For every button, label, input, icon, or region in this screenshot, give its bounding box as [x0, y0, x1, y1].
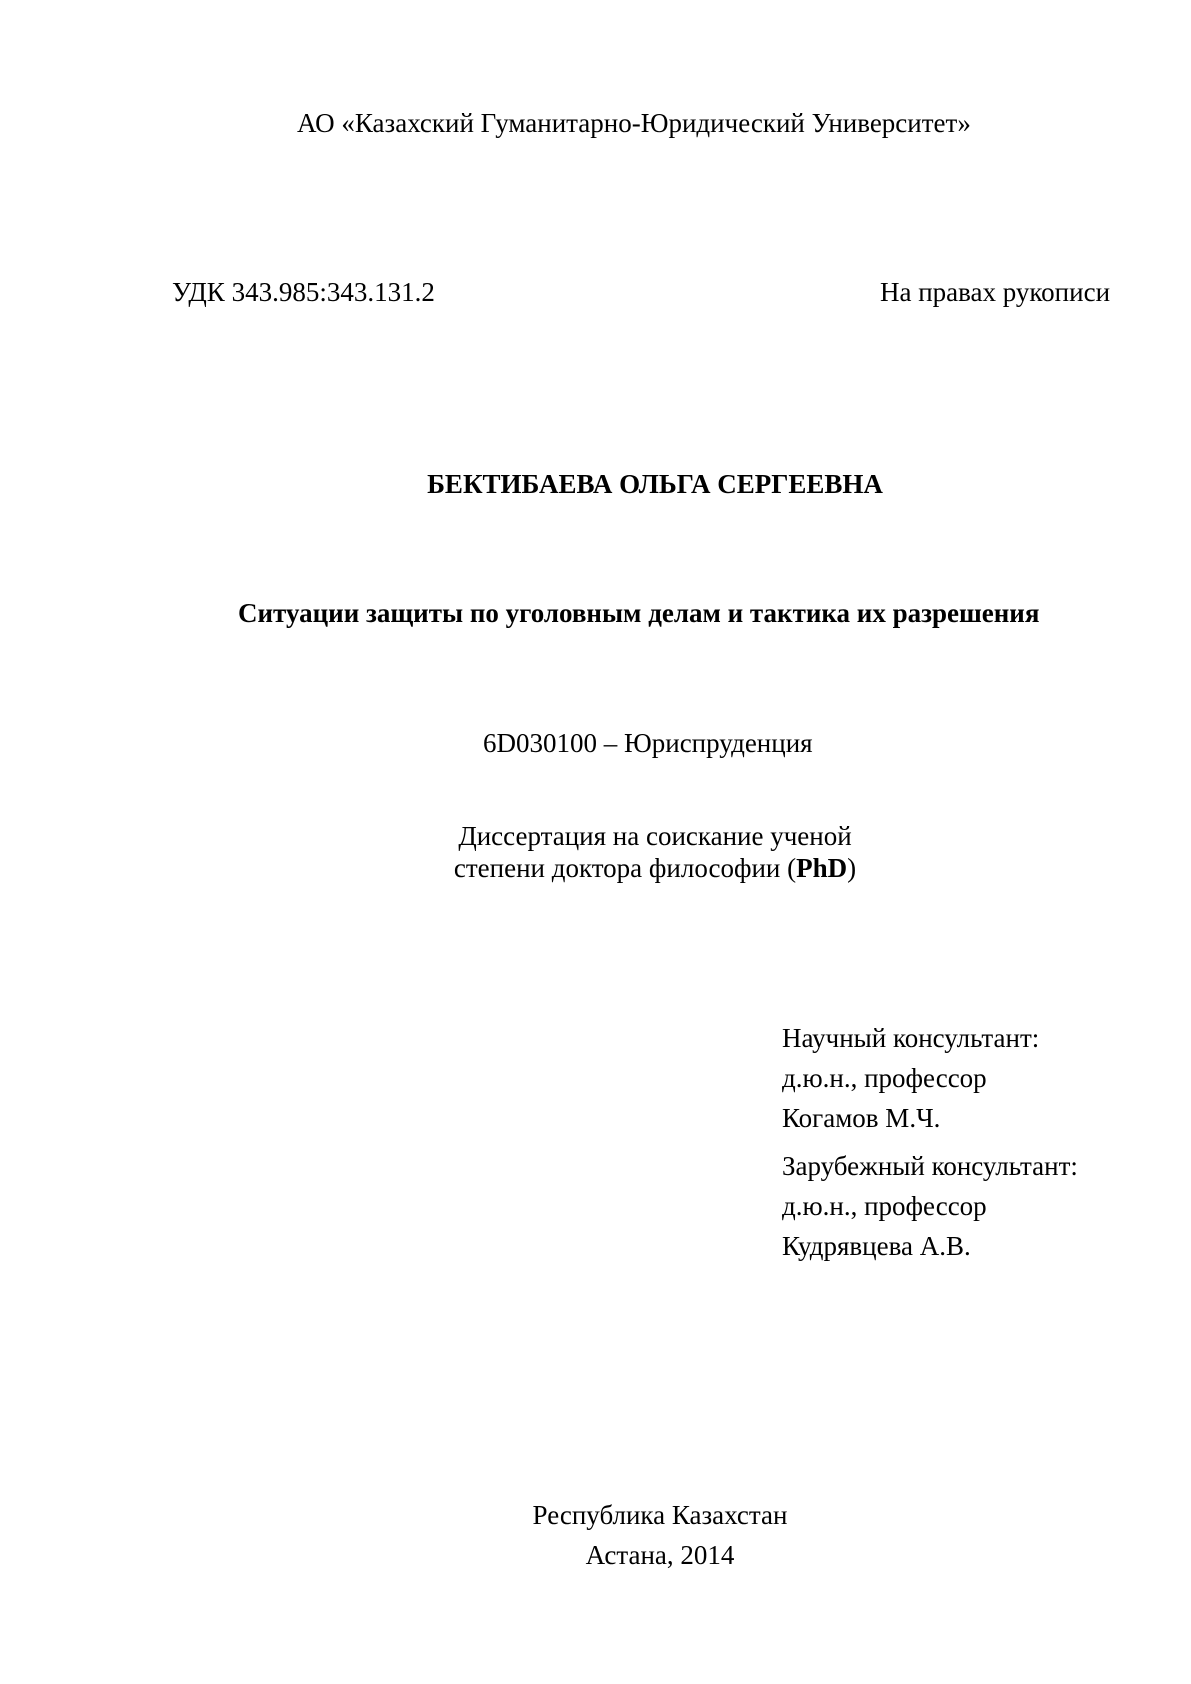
foreign-consultant-degree: д.ю.н., профессор	[782, 1191, 987, 1221]
footer-city-year: Астана, 2014	[585, 1540, 735, 1570]
degree-phd: PhD	[796, 853, 848, 884]
rights-note: На правах рукописи	[880, 277, 1111, 307]
degree-line-2-prefix: степени доктора философии (	[453, 853, 797, 884]
degree-line-2	[380, 852, 930, 884]
scientific-consultant	[782, 1018, 1039, 1138]
footer	[420, 1495, 900, 1575]
dissertation-title: Ситуации защиты по уголовным делам и тактика их разрешения	[238, 598, 1040, 628]
udk-code: УДК 343.985:343.131.2	[172, 277, 435, 307]
scientific-consultant-label: Научный консультант:	[782, 1023, 1040, 1053]
scientific-consultant-degree: д.ю.н., профессор	[782, 1063, 987, 1093]
degree-line-1: Диссертация на соискание ученой	[458, 821, 852, 851]
foreign-consultant-name: Кудрявцева А.В.	[782, 1231, 971, 1261]
degree-statement	[380, 820, 930, 885]
specialty-code: 6D030100 – Юриспруденция	[483, 728, 813, 758]
author-name: БЕКТИБАЕВА ОЛЬГА СЕРГЕЕВНА	[427, 469, 883, 499]
scientific-consultant-name: Когамов М.Ч.	[782, 1103, 941, 1133]
foreign-consultant-label: Зарубежный консультант:	[782, 1151, 1078, 1181]
degree-line-2-suffix: )	[847, 853, 857, 884]
footer-country: Республика Казахстан	[532, 1500, 788, 1530]
organization-name: АО «Казахский Гуманитарно-Юридический Университет»	[297, 108, 971, 138]
foreign-consultant	[782, 1146, 1078, 1266]
